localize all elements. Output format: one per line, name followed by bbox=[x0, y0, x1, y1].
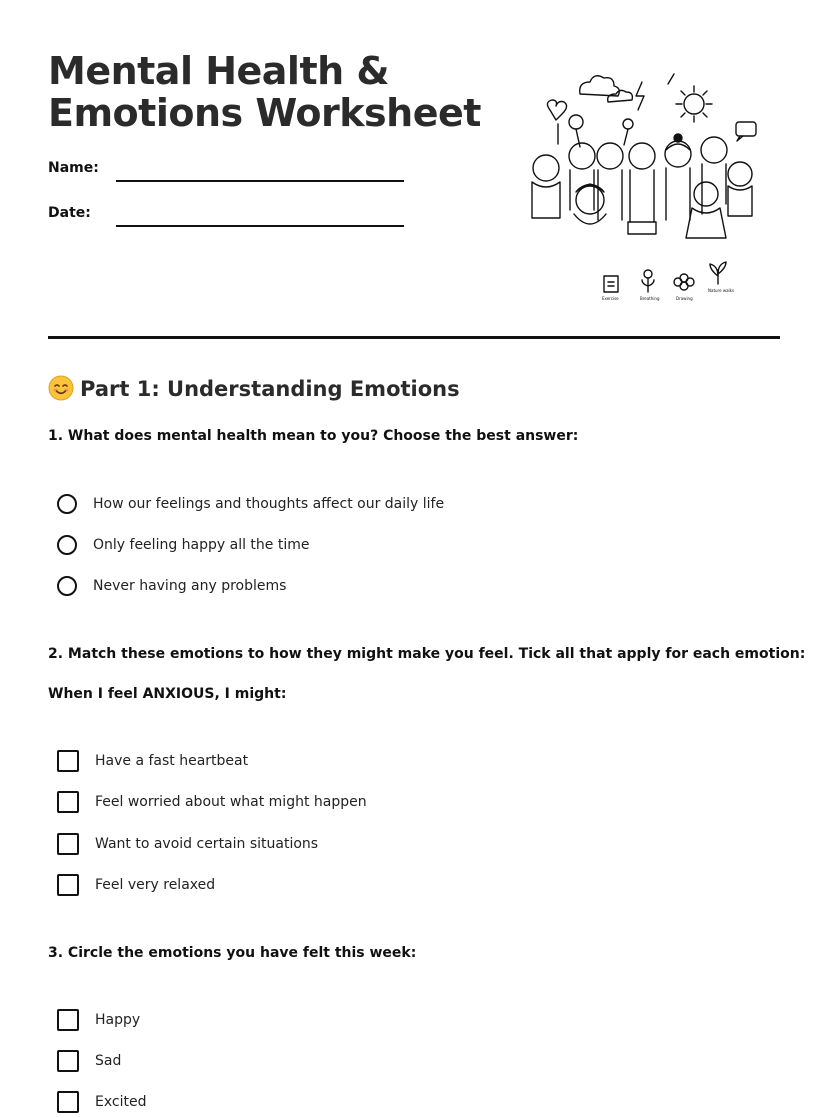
option-label: Have a fast heartbeat bbox=[95, 753, 249, 769]
title-line-2: Emotions Worksheet bbox=[48, 91, 481, 135]
checkbox[interactable] bbox=[57, 874, 79, 896]
caption-breathing: Breathing bbox=[640, 296, 660, 301]
checkbox[interactable] bbox=[57, 833, 79, 855]
name-label: Name: bbox=[48, 160, 99, 176]
q3-option-2[interactable] bbox=[57, 1049, 121, 1073]
header-divider bbox=[48, 336, 780, 339]
q3-option-1[interactable] bbox=[57, 1008, 140, 1032]
q1-option-2[interactable] bbox=[57, 533, 310, 557]
part1-title bbox=[48, 374, 460, 404]
radio-button[interactable] bbox=[57, 494, 77, 514]
caption-nature-walks: Nature walks bbox=[708, 288, 735, 293]
question-3: 3. Circle the emotions you have felt this week: bbox=[48, 945, 417, 961]
part1-title-text: Part 1: Understanding Emotions bbox=[80, 377, 460, 401]
checkbox[interactable] bbox=[57, 1091, 79, 1113]
name-field[interactable] bbox=[116, 180, 404, 182]
caption-exercise: Exercise bbox=[602, 296, 619, 301]
children-emotions-illustration bbox=[518, 64, 768, 304]
checkbox[interactable] bbox=[57, 750, 79, 772]
option-label: Never having any problems bbox=[93, 578, 287, 594]
q1-option-1[interactable] bbox=[57, 492, 444, 516]
option-label: Only feeling happy all the time bbox=[93, 537, 310, 553]
checkbox[interactable] bbox=[57, 791, 79, 813]
radio-button[interactable] bbox=[57, 535, 77, 555]
smiling-face-icon bbox=[48, 375, 74, 401]
q3-option-3[interactable] bbox=[57, 1090, 146, 1114]
option-label: Sad bbox=[95, 1053, 122, 1069]
option-label: Feel worried about what might happen bbox=[95, 794, 367, 810]
radio-button[interactable] bbox=[57, 576, 77, 596]
nature-walks-icon bbox=[710, 262, 726, 284]
caption-drawing: Drawing bbox=[676, 296, 693, 301]
q2-option-2[interactable] bbox=[57, 790, 367, 814]
date-field[interactable] bbox=[116, 225, 404, 227]
date-label: Date: bbox=[48, 205, 91, 221]
checkbox[interactable] bbox=[57, 1009, 79, 1031]
q1-option-3[interactable] bbox=[57, 574, 286, 598]
question-2: 2. Match these emotions to how they might make you feel. Tick all that apply for each emotion: bbox=[48, 646, 806, 662]
checkbox[interactable] bbox=[57, 1050, 79, 1072]
option-label: Feel very relaxed bbox=[95, 877, 216, 893]
question-2-subheading: When I feel ANXIOUS, I might: bbox=[48, 686, 287, 702]
option-label: How our feelings and thoughts affect our daily life bbox=[93, 496, 445, 512]
title-line-1: Mental Health & bbox=[48, 49, 390, 93]
option-label: Happy bbox=[95, 1012, 141, 1028]
q2-option-4[interactable] bbox=[57, 873, 215, 897]
option-label: Want to avoid certain situations bbox=[95, 836, 319, 852]
option-label: Excited bbox=[95, 1094, 147, 1110]
question-1: 1. What does mental health mean to you? Choose the best answer: bbox=[48, 428, 579, 444]
q2-option-1[interactable] bbox=[57, 749, 248, 773]
breathing-icon bbox=[642, 270, 654, 292]
drawing-icon bbox=[674, 274, 694, 290]
q2-option-3[interactable] bbox=[57, 832, 318, 856]
exercise-icon bbox=[604, 276, 618, 292]
worksheet-title bbox=[48, 50, 481, 134]
